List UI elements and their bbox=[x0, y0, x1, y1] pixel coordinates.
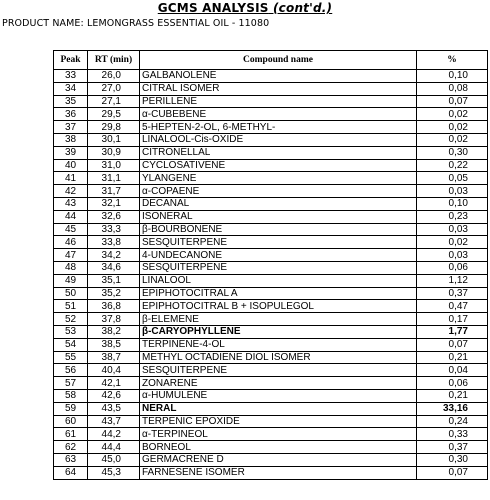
peak-cell: 64 bbox=[54, 466, 88, 479]
peak-cell: 36 bbox=[54, 108, 88, 121]
peak-cell: 41 bbox=[54, 172, 88, 185]
compound-cell: SESQUITERPENE bbox=[140, 364, 417, 377]
rt-cell: 38,5 bbox=[88, 338, 140, 351]
peak-cell: 60 bbox=[54, 415, 88, 428]
peak-cell: 37 bbox=[54, 121, 88, 134]
percent-cell: 0,05 bbox=[417, 172, 488, 185]
compound-cell: α-HUMULENE bbox=[140, 389, 417, 402]
compound-cell: CYCLOSATIVENE bbox=[140, 159, 417, 172]
rt-cell: 31,0 bbox=[88, 159, 140, 172]
percent-cell: 1,12 bbox=[417, 274, 488, 287]
peak-cell: 39 bbox=[54, 146, 88, 159]
rt-cell: 34,2 bbox=[88, 249, 140, 262]
compound-cell: LINALOOL bbox=[140, 274, 417, 287]
rt-cell: 32,6 bbox=[88, 210, 140, 223]
percent-cell: 0,10 bbox=[417, 70, 488, 83]
compound-cell: α-COPAENE bbox=[140, 185, 417, 198]
compound-cell: β-ELEMENE bbox=[140, 313, 417, 326]
table-row bbox=[54, 210, 488, 223]
rt-cell: 29,8 bbox=[88, 121, 140, 134]
percent-cell: 0,02 bbox=[417, 236, 488, 249]
compound-cell: ISONERAL bbox=[140, 210, 417, 223]
percent-cell: 0,08 bbox=[417, 82, 488, 95]
rt-cell: 37,8 bbox=[88, 313, 140, 326]
table-row bbox=[54, 197, 488, 210]
rt-cell: 33,8 bbox=[88, 236, 140, 249]
peak-cell: 47 bbox=[54, 249, 88, 262]
rt-cell: 35,1 bbox=[88, 274, 140, 287]
compound-cell: LINALOOL-Cis-OXIDE bbox=[140, 133, 417, 146]
percent-cell: 0,07 bbox=[417, 95, 488, 108]
table-row bbox=[54, 313, 488, 326]
compound-cell: SESQUITERPENE bbox=[140, 261, 417, 274]
percent-cell: 0,30 bbox=[417, 453, 488, 466]
table-row bbox=[54, 133, 488, 146]
rt-cell: 38,2 bbox=[88, 325, 140, 338]
peak-cell: 63 bbox=[54, 453, 88, 466]
compound-cell: DECANAL bbox=[140, 197, 417, 210]
table-row bbox=[54, 223, 488, 236]
rt-cell: 40,4 bbox=[88, 364, 140, 377]
table-row bbox=[54, 338, 488, 351]
table-row bbox=[54, 159, 488, 172]
percent-cell: 0,24 bbox=[417, 415, 488, 428]
table-row bbox=[54, 70, 488, 83]
rt-cell: 30,1 bbox=[88, 133, 140, 146]
table-header-row bbox=[54, 51, 488, 70]
table-row bbox=[54, 325, 488, 338]
gcms-table bbox=[53, 50, 488, 480]
percent-cell: 0,02 bbox=[417, 108, 488, 121]
compound-cell: EPIPHOTOCITRAL A bbox=[140, 287, 417, 300]
peak-cell: 48 bbox=[54, 261, 88, 274]
rt-cell: 34,6 bbox=[88, 261, 140, 274]
peak-cell: 49 bbox=[54, 274, 88, 287]
peak-cell: 38 bbox=[54, 133, 88, 146]
rt-cell: 27,0 bbox=[88, 82, 140, 95]
percent-cell: 0,47 bbox=[417, 300, 488, 313]
title-continued: (cont'd.) bbox=[273, 1, 333, 15]
rt-cell: 33,3 bbox=[88, 223, 140, 236]
compound-cell: TERPINENE-4-OL bbox=[140, 338, 417, 351]
product-name: PRODUCT NAME: LEMONGRASS ESSENTIAL OIL - 11080 bbox=[2, 18, 270, 29]
compound-cell: GALBANOLENE bbox=[140, 70, 417, 83]
peak-cell: 59 bbox=[54, 402, 88, 415]
peak-cell: 50 bbox=[54, 287, 88, 300]
percent-cell: 0,07 bbox=[417, 338, 488, 351]
compound-cell: β-BOURBONENE bbox=[140, 223, 417, 236]
percent-cell: 0,04 bbox=[417, 364, 488, 377]
table-row bbox=[54, 441, 488, 454]
percent-cell: 0,02 bbox=[417, 121, 488, 134]
compound-cell: NERAL bbox=[140, 402, 417, 415]
peak-cell: 56 bbox=[54, 364, 88, 377]
rt-cell: 35,2 bbox=[88, 287, 140, 300]
peak-cell: 33 bbox=[54, 70, 88, 83]
table-row bbox=[54, 236, 488, 249]
compound-cell: PERILLENE bbox=[140, 95, 417, 108]
compound-cell: FARNESENE ISOMER bbox=[140, 466, 417, 479]
rt-cell: 30,9 bbox=[88, 146, 140, 159]
percent-cell: 0,22 bbox=[417, 159, 488, 172]
rt-cell: 27,1 bbox=[88, 95, 140, 108]
table-row bbox=[54, 377, 488, 390]
table-row bbox=[54, 82, 488, 95]
percent-cell: 1,77 bbox=[417, 325, 488, 338]
rt-cell: 42,6 bbox=[88, 389, 140, 402]
table-row bbox=[54, 108, 488, 121]
compound-cell: SESQUITERPENE bbox=[140, 236, 417, 249]
rt-cell: 38,7 bbox=[88, 351, 140, 364]
rt-cell: 32,1 bbox=[88, 197, 140, 210]
peak-cell: 54 bbox=[54, 338, 88, 351]
percent-cell: 0,06 bbox=[417, 261, 488, 274]
table-row bbox=[54, 261, 488, 274]
compound-cell: METHYL OCTADIENE DIOL ISOMER bbox=[140, 351, 417, 364]
compound-cell: α-CUBEBENE bbox=[140, 108, 417, 121]
compound-cell: α-TERPINEOL bbox=[140, 428, 417, 441]
compound-cell: ZONARENE bbox=[140, 377, 417, 390]
rt-cell: 44,2 bbox=[88, 428, 140, 441]
percent-cell: 0,03 bbox=[417, 223, 488, 236]
percent-cell: 0,37 bbox=[417, 441, 488, 454]
peak-cell: 43 bbox=[54, 197, 88, 210]
compound-cell: 4-UNDECANONE bbox=[140, 249, 417, 262]
title-main: GCMS ANALYSIS bbox=[157, 1, 269, 15]
compound-cell: GERMACRENE D bbox=[140, 453, 417, 466]
peak-cell: 44 bbox=[54, 210, 88, 223]
peak-cell: 58 bbox=[54, 389, 88, 402]
table-row bbox=[54, 121, 488, 134]
percent-cell: 0,23 bbox=[417, 210, 488, 223]
percent-cell: 33,16 bbox=[417, 402, 488, 415]
percent-cell: 0,10 bbox=[417, 197, 488, 210]
rt-cell: 26,0 bbox=[88, 70, 140, 83]
table-row bbox=[54, 300, 488, 313]
rt-cell: 45,3 bbox=[88, 466, 140, 479]
percent-cell: 0,02 bbox=[417, 133, 488, 146]
table-row bbox=[54, 364, 488, 377]
peak-cell: 55 bbox=[54, 351, 88, 364]
compound-cell: CITRAL ISOMER bbox=[140, 82, 417, 95]
peak-cell: 53 bbox=[54, 325, 88, 338]
rt-cell: 29,5 bbox=[88, 108, 140, 121]
rt-cell: 45,0 bbox=[88, 453, 140, 466]
table-row bbox=[54, 415, 488, 428]
column-header-peak: Peak bbox=[54, 51, 88, 70]
column-header-percent: % bbox=[417, 51, 488, 70]
percent-cell: 0,37 bbox=[417, 287, 488, 300]
percent-cell: 0,06 bbox=[417, 377, 488, 390]
peak-cell: 46 bbox=[54, 236, 88, 249]
table-row bbox=[54, 402, 488, 415]
table-row bbox=[54, 453, 488, 466]
compound-cell: EPIPHOTOCITRAL B + ISOPULEGOL bbox=[140, 300, 417, 313]
peak-cell: 51 bbox=[54, 300, 88, 313]
compound-cell: TERPENIC EPOXIDE bbox=[140, 415, 417, 428]
peak-cell: 52 bbox=[54, 313, 88, 326]
percent-cell: 0,33 bbox=[417, 428, 488, 441]
table-row bbox=[54, 172, 488, 185]
peak-cell: 35 bbox=[54, 95, 88, 108]
table-row bbox=[54, 351, 488, 364]
table-row bbox=[54, 287, 488, 300]
compound-cell: BORNEOL bbox=[140, 441, 417, 454]
rt-cell: 31,7 bbox=[88, 185, 140, 198]
percent-cell: 0,03 bbox=[417, 185, 488, 198]
peak-cell: 62 bbox=[54, 441, 88, 454]
compound-cell: 5-HEPTEN-2-OL, 6-METHYL- bbox=[140, 121, 417, 134]
page-title bbox=[0, 0, 490, 16]
rt-cell: 31,1 bbox=[88, 172, 140, 185]
table-row bbox=[54, 146, 488, 159]
compound-cell: β-CARYOPHYLLENE bbox=[140, 325, 417, 338]
percent-cell: 0,03 bbox=[417, 249, 488, 262]
table-row bbox=[54, 466, 488, 479]
column-header-compound: Compound name bbox=[140, 51, 417, 70]
table-row bbox=[54, 428, 488, 441]
percent-cell: 0,21 bbox=[417, 389, 488, 402]
table-body bbox=[54, 70, 488, 480]
peak-cell: 34 bbox=[54, 82, 88, 95]
rt-cell: 42,1 bbox=[88, 377, 140, 390]
percent-cell: 0,07 bbox=[417, 466, 488, 479]
table-row bbox=[54, 185, 488, 198]
percent-cell: 0,30 bbox=[417, 146, 488, 159]
peak-cell: 45 bbox=[54, 223, 88, 236]
compound-cell: YLANGENE bbox=[140, 172, 417, 185]
percent-cell: 0,17 bbox=[417, 313, 488, 326]
table-row bbox=[54, 95, 488, 108]
rt-cell: 36,8 bbox=[88, 300, 140, 313]
column-header-rt: RT (min) bbox=[88, 51, 140, 70]
rt-cell: 43,5 bbox=[88, 402, 140, 415]
percent-cell: 0,21 bbox=[417, 351, 488, 364]
peak-cell: 42 bbox=[54, 185, 88, 198]
table-row bbox=[54, 389, 488, 402]
rt-cell: 44,4 bbox=[88, 441, 140, 454]
peak-cell: 40 bbox=[54, 159, 88, 172]
table-row bbox=[54, 274, 488, 287]
compound-cell: CITRONELLAL bbox=[140, 146, 417, 159]
peak-cell: 57 bbox=[54, 377, 88, 390]
rt-cell: 43,7 bbox=[88, 415, 140, 428]
peak-cell: 61 bbox=[54, 428, 88, 441]
table-row bbox=[54, 249, 488, 262]
